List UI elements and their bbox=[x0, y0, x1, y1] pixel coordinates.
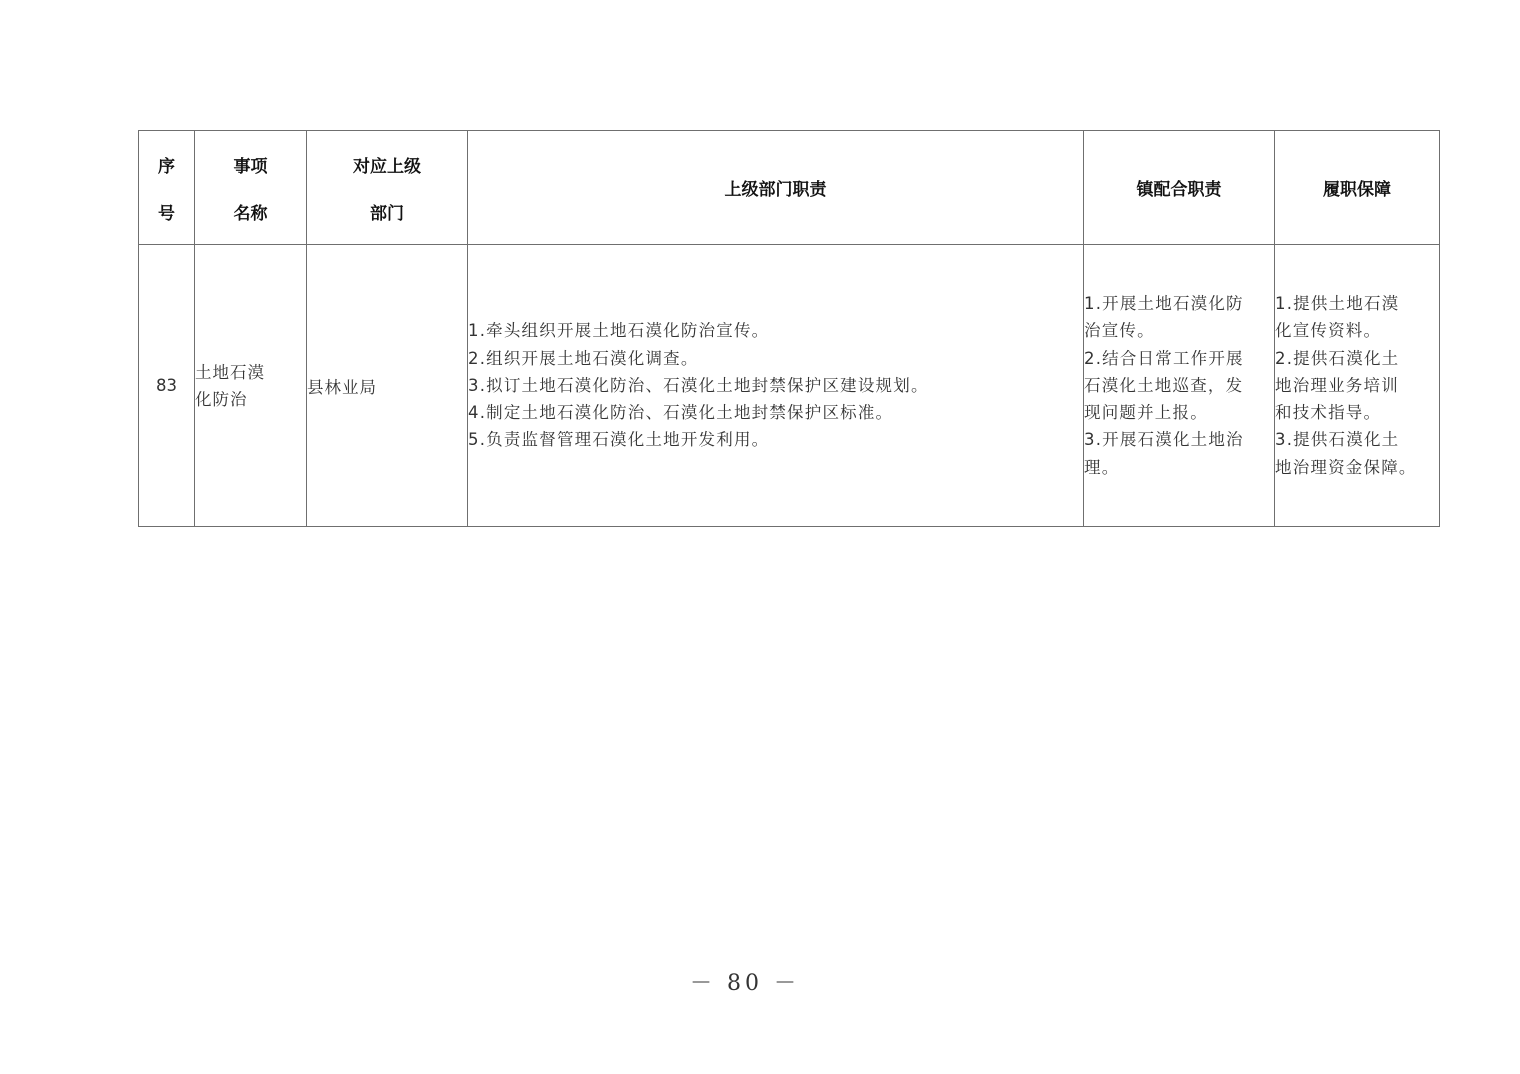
header-upper-duties: 上级部门职责 bbox=[468, 131, 1084, 245]
cell-upper-duties bbox=[468, 245, 1084, 527]
header-seq-line2: 号 bbox=[158, 203, 175, 224]
duty-table bbox=[138, 130, 1440, 527]
header-upper-dept-line2: 部门 bbox=[370, 203, 404, 224]
table-row bbox=[139, 245, 1440, 527]
town-duty-line: 石漠化土地巡查，发 bbox=[1084, 375, 1244, 395]
cell-seq: 83 bbox=[139, 245, 195, 527]
town-duty-line: 1.开展土地石漠化防 bbox=[1084, 294, 1244, 314]
town-duty-line: 现问题并上报。 bbox=[1084, 403, 1208, 423]
upper-duty-item: 1.牵头组织开展土地石漠化防治宣传。 bbox=[468, 321, 770, 341]
upper-duty-item: 3.拟订土地石漠化防治、石漠化土地封禁保护区建设规划。 bbox=[468, 375, 929, 395]
guarantee-line: 3.提供石漠化土 bbox=[1275, 430, 1400, 450]
upper-duty-item: 4.制定土地石漠化防治、石漠化土地封禁保护区标准。 bbox=[468, 403, 894, 423]
guarantee-line: 地治理业务培训 bbox=[1275, 375, 1399, 395]
town-duty-line: 治宣传。 bbox=[1084, 321, 1155, 341]
guarantee-line: 2.提供石漠化土 bbox=[1275, 348, 1400, 368]
upper-duty-item: 2.组织开展土地石漠化调查。 bbox=[468, 348, 699, 368]
upper-duty-item: 5.负责监督管理石漠化土地开发利用。 bbox=[468, 430, 770, 450]
header-item-name-line1: 事项 bbox=[233, 156, 268, 177]
cell-upper-dept: 县林业局 bbox=[307, 245, 468, 527]
cell-guarantee bbox=[1275, 245, 1440, 527]
guarantee-line: 和技术指导。 bbox=[1275, 403, 1382, 423]
header-upper-dept bbox=[307, 131, 468, 245]
guarantee-line: 1.提供土地石漠 bbox=[1275, 294, 1400, 314]
town-duty-line: 2.结合日常工作开展 bbox=[1084, 348, 1244, 368]
guarantee-line: 化宣传资料。 bbox=[1275, 321, 1382, 341]
header-seq-line1: 序 bbox=[158, 156, 175, 177]
header-item-name bbox=[195, 131, 307, 245]
cell-item-name-line2: 化防治 bbox=[195, 389, 248, 409]
header-seq bbox=[139, 131, 195, 245]
header-town-duties: 镇配合职责 bbox=[1084, 131, 1275, 245]
header-upper-dept-line1: 对应上级 bbox=[353, 156, 421, 177]
town-duty-line: 理。 bbox=[1084, 457, 1120, 477]
cell-town-duties bbox=[1084, 245, 1275, 527]
header-item-name-line2: 名称 bbox=[233, 203, 268, 224]
table-header-row bbox=[139, 131, 1440, 245]
town-duty-line: 3.开展石漠化土地治 bbox=[1084, 430, 1244, 450]
cell-item-name bbox=[195, 245, 307, 527]
header-guarantee: 履职保障 bbox=[1275, 131, 1440, 245]
guarantee-line: 地治理资金保障。 bbox=[1275, 457, 1417, 477]
page-number: － 80 － bbox=[690, 971, 800, 996]
cell-item-name-line1: 土地石漠 bbox=[195, 362, 265, 382]
